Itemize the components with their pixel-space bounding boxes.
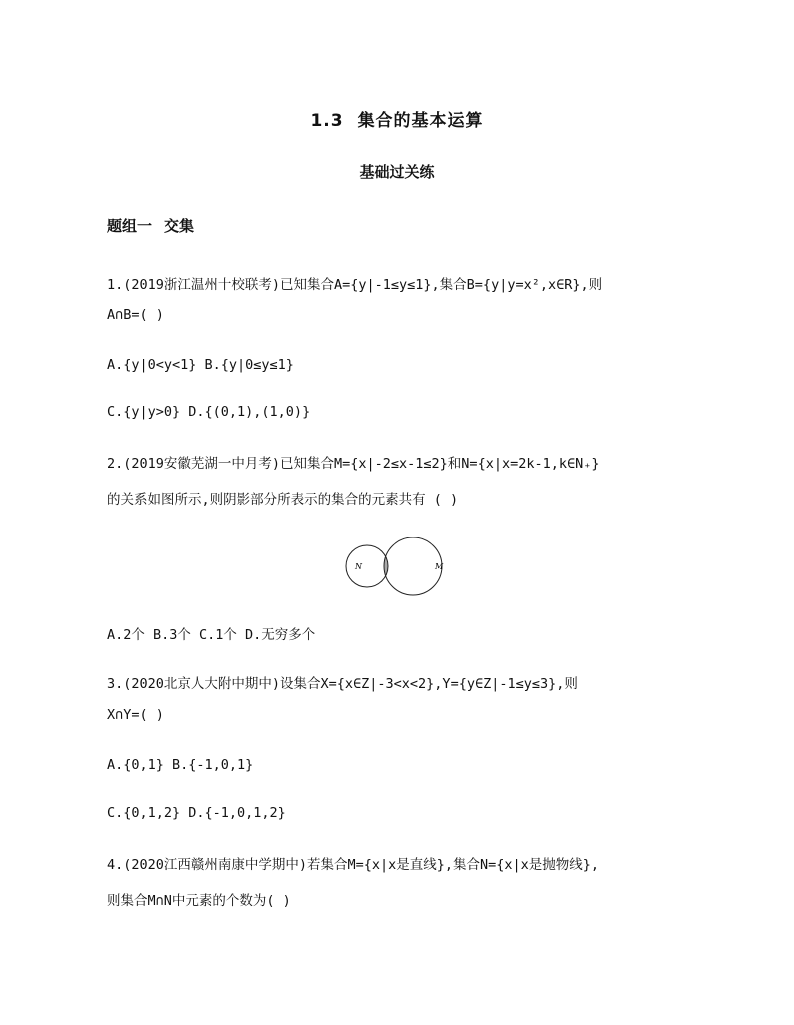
- group-name: 交集: [164, 217, 195, 235]
- q3-options-row1: A.{0,1} B.{-1,0,1}: [107, 757, 254, 773]
- section-title: 集合的基本运算: [357, 111, 484, 131]
- venn-circle-m: [384, 537, 442, 595]
- q1-stem-line2: A∩B=( ): [107, 307, 164, 323]
- page-title: [0, 106, 794, 131]
- q1-stem-line1: 1.(2019浙江温州十校联考)已知集合A={y|-1≤y≤1},集合B={y|y=x²,x∈R},则: [107, 277, 603, 293]
- q3-stem-line2: X∩Y=( ): [107, 707, 164, 723]
- q3-stem-line1: 3.(2020北京人大附中期中)设集合X={x∈Z|-3<x<2},Y={y∈Z|-1≤y≤3},则: [107, 676, 578, 692]
- venn-circle-n: [346, 545, 388, 587]
- venn-diagram: [344, 537, 452, 597]
- q2-stem-line2: 的关系如图所示,则阴影部分所表示的集合的元素共有 ( ): [107, 492, 459, 508]
- q1-options-row2: C.{y|y>0} D.{(0,1),(1,0)}: [107, 404, 311, 420]
- q2-stem-line1: 2.(2019安徽芜湖一中月考)已知集合M={x|-2≤x-1≤2}和N={x|x=2k-1,k∈N₊}: [107, 456, 600, 472]
- question-group-heading: [107, 215, 194, 236]
- q4-stem-line1: 4.(2020江西赣州南康中学期中)若集合M={x|x是直线},集合N={x|x是抛物线},: [107, 857, 600, 873]
- group-label: 题组一: [107, 217, 153, 235]
- venn-label-n: N: [355, 562, 362, 571]
- q2-options-row1: A.2个 B.3个 C.1个 D.无穷多个: [107, 627, 316, 643]
- page-subtitle: 基础过关练: [359, 163, 435, 181]
- q1-options-row1: A.{y|0<y<1} B.{y|0≤y≤1}: [107, 357, 294, 373]
- q4-stem-line2: 则集合M∩N中元素的个数为( ): [107, 893, 291, 909]
- venn-label-m: M: [435, 562, 444, 571]
- q3-options-row2: C.{0,1,2} D.{-1,0,1,2}: [107, 805, 286, 821]
- section-number: 1.3: [310, 111, 344, 131]
